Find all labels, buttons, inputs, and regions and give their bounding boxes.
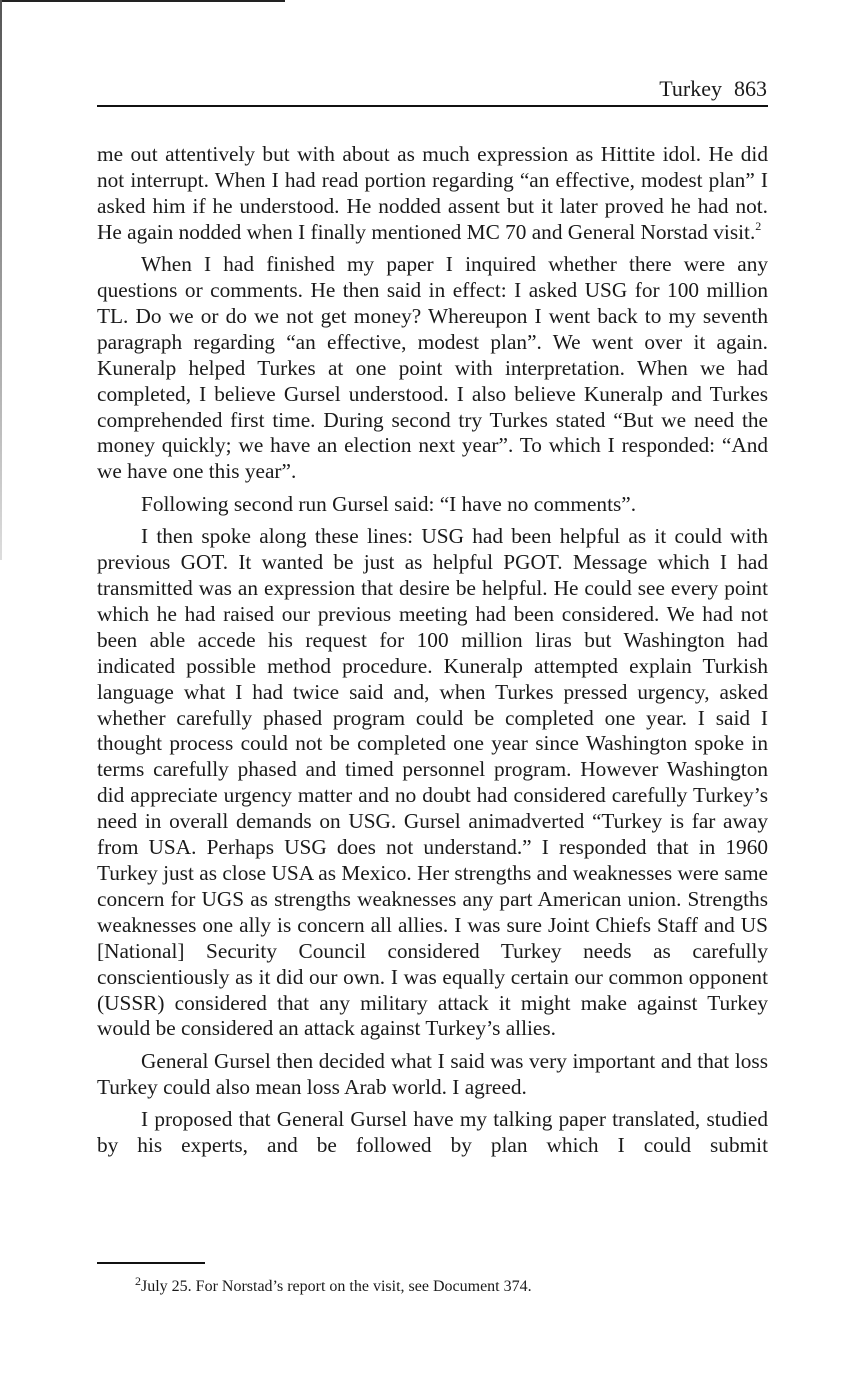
paragraph: General Gursel then decided what I said was very important and that loss Turkey could also mean loss Arab world. I agreed. bbox=[97, 1048, 768, 1099]
paragraph: Following second run Gursel said: “I have no comments”. bbox=[141, 491, 637, 516]
running-head bbox=[97, 74, 767, 104]
scan-edge-left bbox=[0, 0, 2, 560]
paragraph bbox=[97, 142, 768, 246]
page-number: 863 bbox=[734, 76, 767, 101]
paragraph: When I had finished my paper I inquired whether there were any questions or comments. He then said in effect: I asked USG for 100 million TL. Do we or do we not get money? Whereupon I went back to my seventh paragraph regarding “an effective, modest plan”. We went over it again. Kuneralp helped Turkes at one point with interpretation. When we had completed, I believe Gursel understood. I also believe Kuneralp and Turkes comprehended first time. During second try Turkes stated “But we need the money quickly; we have an election next year”. To which I responded: “And we have one this year”. bbox=[97, 252, 768, 484]
scan-edge-top bbox=[0, 0, 285, 2]
header-rule bbox=[97, 105, 768, 107]
footnote bbox=[135, 1276, 735, 1298]
paragraph: I proposed that General Gursel have my talking paper translated, studied by his experts, and be followed by plan which I could submit bbox=[97, 1107, 768, 1158]
footnote-rule bbox=[97, 1262, 205, 1264]
running-title: Turkey bbox=[659, 76, 722, 101]
footnote-marker: 2 bbox=[135, 1274, 141, 1288]
body-text bbox=[97, 142, 768, 1159]
footnote-text: July 25. For Norstad’s report on the visit, see Document 374. bbox=[141, 1278, 532, 1295]
paragraph: I then spoke along these lines: USG had been helpful as it could with previous GOT. It wanted be just as helpful PGOT. Message which I had transmitted was an expression that desire be helpful. He could see every point which he had raised our previous meeting had been considered. We had not been able accede his request for 100 million liras but Washington had indicated possible method procedure. Kuneralp attempted explain Turkish language what I had twice said and, when Turkes pressed urgency, asked whether carefully phased program could be completed one year. I said I thought process could not be completed one year since Washington spoke in terms carefully phased and timed personnel program. However Washington did appreciate urgency matter and no doubt had considered carefully Turkey’s need in overall demands on USG. Gursel animadverted “Turkey is far away from USA. Perhaps USG does not understand.” I responded that in 1960 Turkey just as close USA as Mexico. Her strengths and weaknesses were same concern for UGS as strengths weaknesses any part American union. Strengths weaknesses one ally is concern all allies. I was sure Joint Chiefs Staff and US [National] Security Council considered Turkey needs as carefully conscientiously as it did our own. I was equally certain our common opponent (USSR) considered that any military attack it might make against Turkey would be considered an attack against Turkey’s allies. bbox=[97, 524, 768, 1041]
footnote-reference[interactable]: 2 bbox=[755, 218, 762, 233]
paragraph-text: me out attentively but with about as much expression as Hittite idol. He did not interrupt. When I had read portion regarding “an effective, modest plan” I asked him if he understood. He nodded assent but it later proved he had not. He again nodded when I finally mentioned MC 70 and General Norstad visit. bbox=[97, 142, 768, 244]
